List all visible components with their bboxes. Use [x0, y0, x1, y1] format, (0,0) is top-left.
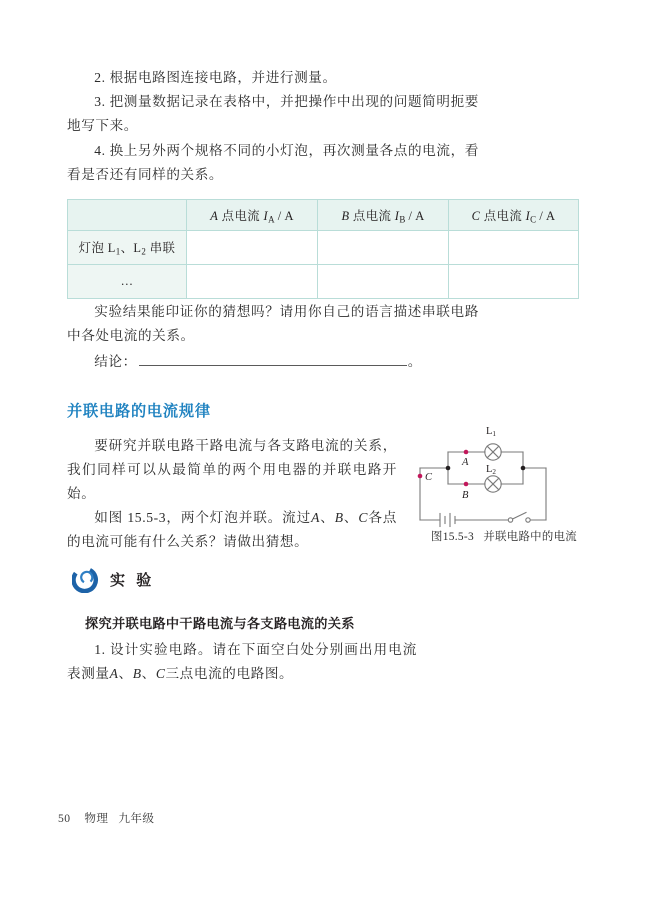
table-row: [68, 265, 579, 299]
experiment-subtitle: 探究并联电路中干路电流与各支路电流的关系: [85, 617, 355, 632]
point-c-marker: [418, 474, 423, 479]
figure-caption: [404, 528, 604, 544]
table-header-current-c: C 点电流 $I_C$ / A: [449, 200, 579, 231]
table-cell-empty[interactable]: [318, 231, 449, 265]
experiment-label: 实 验: [110, 571, 155, 589]
table-cell-empty[interactable]: [449, 265, 579, 299]
conclusion-row: [67, 350, 487, 374]
step-item-3: 3. 把测量数据记录在表格中，并把操作中出现的问题简明扼要地写下来。: [67, 94, 479, 134]
table-cell-empty[interactable]: [187, 231, 318, 265]
parallel-question-paragraph: 如图 15.5-3，两个灯泡并联。流过A、B、C各点的电流可能有什么关系？请做出猜想。: [67, 510, 397, 550]
point-a-label: A: [462, 457, 469, 468]
page-footer: [58, 810, 154, 826]
experiment-step-1: 1. 设计实验电路。请在下面空白处分别画出用电流表测量A、B、C三点电流的电路图。: [67, 642, 417, 682]
figure-caption-text: 并联电路中的电流: [483, 531, 577, 543]
swirl-icon: [72, 566, 99, 593]
section-heading: 并联电路的电流规律: [67, 402, 211, 420]
step-item-4: 4. 换上另外两个规格不同的小灯泡，再次测量各点的电流，看看是否还有同样的关系。: [67, 142, 479, 182]
experiment-heading: [72, 566, 154, 593]
table-row-label-ellipsis: …: [68, 265, 187, 299]
junction-node-left: [446, 466, 451, 471]
point-b-marker: [464, 482, 469, 487]
lamp1-label: $L_1$: [486, 426, 497, 439]
table-corner-cell: [68, 200, 187, 231]
step-item-2: 2. 根据电路图连接电路，并进行测量。: [94, 70, 337, 85]
conclusion-label: 结论：: [94, 354, 137, 369]
table-row-label-series: 灯泡 $L_1$、$L_2$ 串联: [68, 231, 187, 265]
circuit-diagram-figure: [404, 416, 604, 541]
table-cell-empty[interactable]: [187, 265, 318, 299]
point-a-marker: [464, 450, 469, 455]
figure-caption-number: 图15.5-3: [431, 531, 474, 543]
post-table-paragraph: 实验结果能印证你的猜想吗？请用你自己的语言描述串联电路中各处电流的关系。: [67, 304, 479, 344]
footer-subject: 物理: [84, 812, 109, 825]
measurement-table: [67, 199, 579, 299]
table-row: [68, 231, 579, 265]
table-header-current-a: A 点电流 $I_A$ / A: [187, 200, 318, 231]
table-cell-empty[interactable]: [449, 231, 579, 265]
table-cell-empty[interactable]: [318, 265, 449, 299]
conclusion-period: 。: [407, 354, 422, 369]
footer-page-number: 50: [58, 812, 71, 825]
point-b-label: B: [462, 490, 469, 501]
table-header-row: [68, 200, 579, 231]
table-header-current-b: B 点电流 $I_B$ / A: [318, 200, 449, 231]
conclusion-blank-line[interactable]: [139, 351, 407, 366]
numbered-steps-block: [67, 66, 479, 187]
lamp2-label: $L_2$: [486, 464, 497, 477]
point-c-label: C: [425, 472, 433, 483]
junction-node-right: [521, 466, 526, 471]
footer-grade: 九年级: [118, 812, 155, 825]
parallel-intro-paragraph: 要研究并联电路干路电流与各支路电流的关系，我们同样可以从最简单的两个用电器的并联电路开始。: [67, 438, 397, 502]
